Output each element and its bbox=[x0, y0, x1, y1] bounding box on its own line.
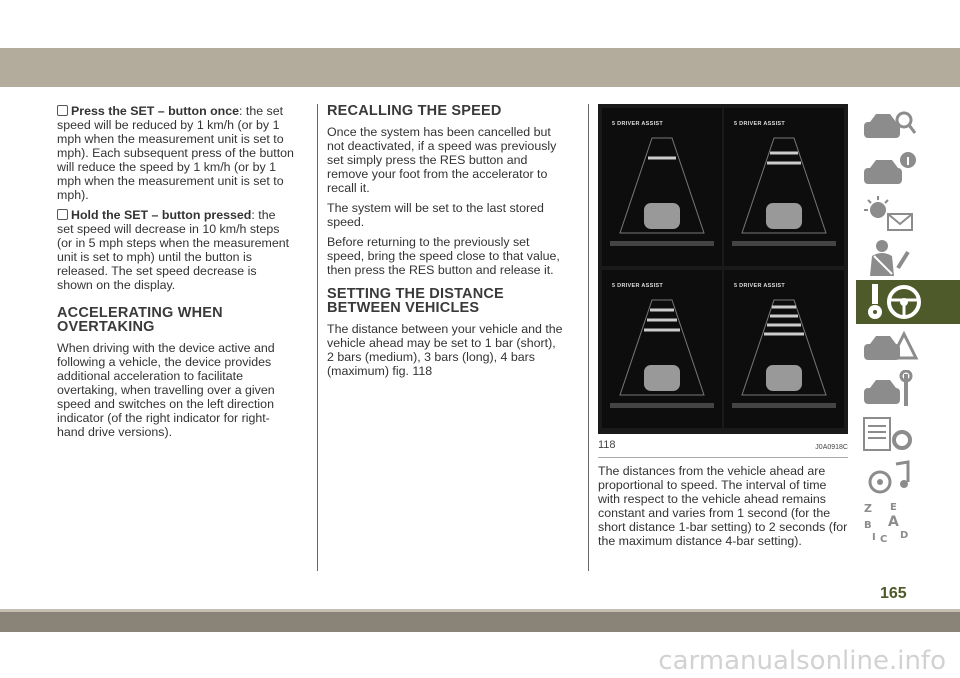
figure-driver-assist bbox=[598, 104, 848, 434]
tab-emergency[interactable] bbox=[856, 324, 960, 368]
svg-text:I: I bbox=[872, 532, 876, 543]
list-gear-icon bbox=[860, 414, 920, 454]
car-wrench-icon bbox=[860, 370, 920, 410]
tab-warning-lights[interactable] bbox=[856, 192, 960, 236]
heading-overtaking: ACCELERATING WHEN OVERTAKING bbox=[57, 305, 223, 335]
tab-servicing[interactable] bbox=[856, 368, 960, 412]
car-info-icon bbox=[860, 150, 920, 190]
bullet-set-hold bbox=[57, 208, 294, 292]
warning-light-mail-icon bbox=[860, 194, 920, 234]
tab-safety[interactable] bbox=[856, 236, 960, 280]
lane-distance-graphic bbox=[602, 270, 722, 428]
top-margin bbox=[0, 0, 960, 48]
paragraph-distance: The distance between your vehicle and the vehicle ahead may be set to 1 bar (short), 2 bars (medium), 3 bars (long), 4 bars (maximum) fig. 118 bbox=[327, 322, 563, 378]
panel-title: 5 DRIVER ASSIST bbox=[612, 121, 664, 127]
bullet-label: Hold the SET – button pressed bbox=[71, 208, 252, 222]
column-right bbox=[598, 104, 848, 554]
tab-car-search[interactable] bbox=[856, 104, 960, 148]
key-steering-wheel-icon bbox=[860, 282, 930, 322]
car-hazard-icon bbox=[860, 326, 920, 366]
heading-recall: RECALLING THE SPEED bbox=[327, 103, 502, 119]
tab-technical-data[interactable] bbox=[856, 412, 960, 456]
page-number: 165 bbox=[880, 585, 907, 602]
tab-index[interactable] bbox=[856, 500, 960, 544]
display-panel-1bar bbox=[602, 108, 722, 266]
tab-starting-driving[interactable] bbox=[856, 280, 960, 324]
panel-title: 5 DRIVER ASSIST bbox=[612, 283, 664, 289]
checkbox-bullet-icon bbox=[57, 209, 68, 220]
car-search-icon bbox=[860, 106, 920, 146]
figure-number: 118 bbox=[598, 439, 616, 451]
column-left bbox=[57, 104, 294, 445]
multimedia-music-icon bbox=[860, 458, 920, 498]
watermark: carmanualsonline.info bbox=[658, 646, 946, 676]
display-panel-3bar bbox=[602, 270, 722, 428]
lane-distance-graphic bbox=[602, 108, 722, 266]
figure-caption bbox=[598, 438, 848, 458]
svg-text:E: E bbox=[890, 502, 897, 513]
display-panel-2bar bbox=[724, 108, 844, 266]
column-divider bbox=[317, 104, 318, 571]
person-seatbelt-icon bbox=[860, 238, 920, 278]
lane-distance-graphic bbox=[724, 270, 844, 428]
svg-text:Z: Z bbox=[864, 502, 872, 515]
paragraph-recall-2: The system will be set to the last stored speed. bbox=[327, 201, 544, 229]
bullet-text: : the set speed will decrease in 10 km/h steps (or in 5 mph steps when the measurement unit is set to mph) until the button is released. The set speed decrease is shown on the display. bbox=[57, 208, 290, 292]
heading-distance: SETTING THE DISTANCE BETWEEN VEHICLES bbox=[327, 286, 504, 316]
display-panel-4bar bbox=[724, 270, 844, 428]
svg-text:C: C bbox=[880, 534, 888, 544]
lane-distance-graphic bbox=[724, 108, 844, 266]
footer-band bbox=[0, 612, 960, 632]
paragraph-overtaking: When driving with the device active and following a vehicle, the device provides additional acceleration to facilitate overtaking, when travelling over a given speed and switches on the left direction indicator (of the right indicator for right-hand drive versions). bbox=[57, 341, 275, 439]
svg-text:D: D bbox=[900, 530, 909, 541]
paragraph-recall-3: Before returning to the previously set speed, bring the speed close to that value, then press the RES button and release it. bbox=[327, 235, 560, 277]
tab-car-info[interactable] bbox=[856, 148, 960, 192]
svg-text:A: A bbox=[888, 514, 899, 530]
panel-title: 5 DRIVER ASSIST bbox=[734, 283, 786, 289]
bullet-label: Press the SET – button once bbox=[71, 104, 239, 118]
column-middle bbox=[327, 104, 564, 384]
paragraph-distances: The distances from the vehicle ahead are proportional to speed. The interval of time with respect to the vehicle ahead remains constant and varies from 1 second (for the short distance 1-bar setting) to 2 seconds (for the maximum distance 4-bar setting). bbox=[598, 464, 848, 548]
tab-multimedia[interactable] bbox=[856, 456, 960, 500]
alphabet-index-icon bbox=[860, 500, 920, 544]
column-divider bbox=[588, 104, 589, 571]
checkbox-bullet-icon bbox=[57, 105, 68, 116]
panel-title: 5 DRIVER ASSIST bbox=[734, 121, 786, 127]
header-band bbox=[0, 48, 960, 87]
bullet-text: : the set speed will be reduced by 1 km/h (or by 1 mph when the measurement unit is set to mph). Each subsequent press of the button will reduce the speed by 1 km/h (or by 1 mph when the measurement unit is set to mph). bbox=[57, 104, 294, 202]
figure-code: J0A0918C bbox=[815, 444, 848, 451]
svg-text:B: B bbox=[864, 520, 872, 531]
bullet-set-once bbox=[57, 104, 294, 202]
paragraph-recall-1: Once the system has been cancelled but not deactivated, if a speed was previously set simply press the RES button and remove your foot from the accelerator to recall it. bbox=[327, 125, 557, 195]
